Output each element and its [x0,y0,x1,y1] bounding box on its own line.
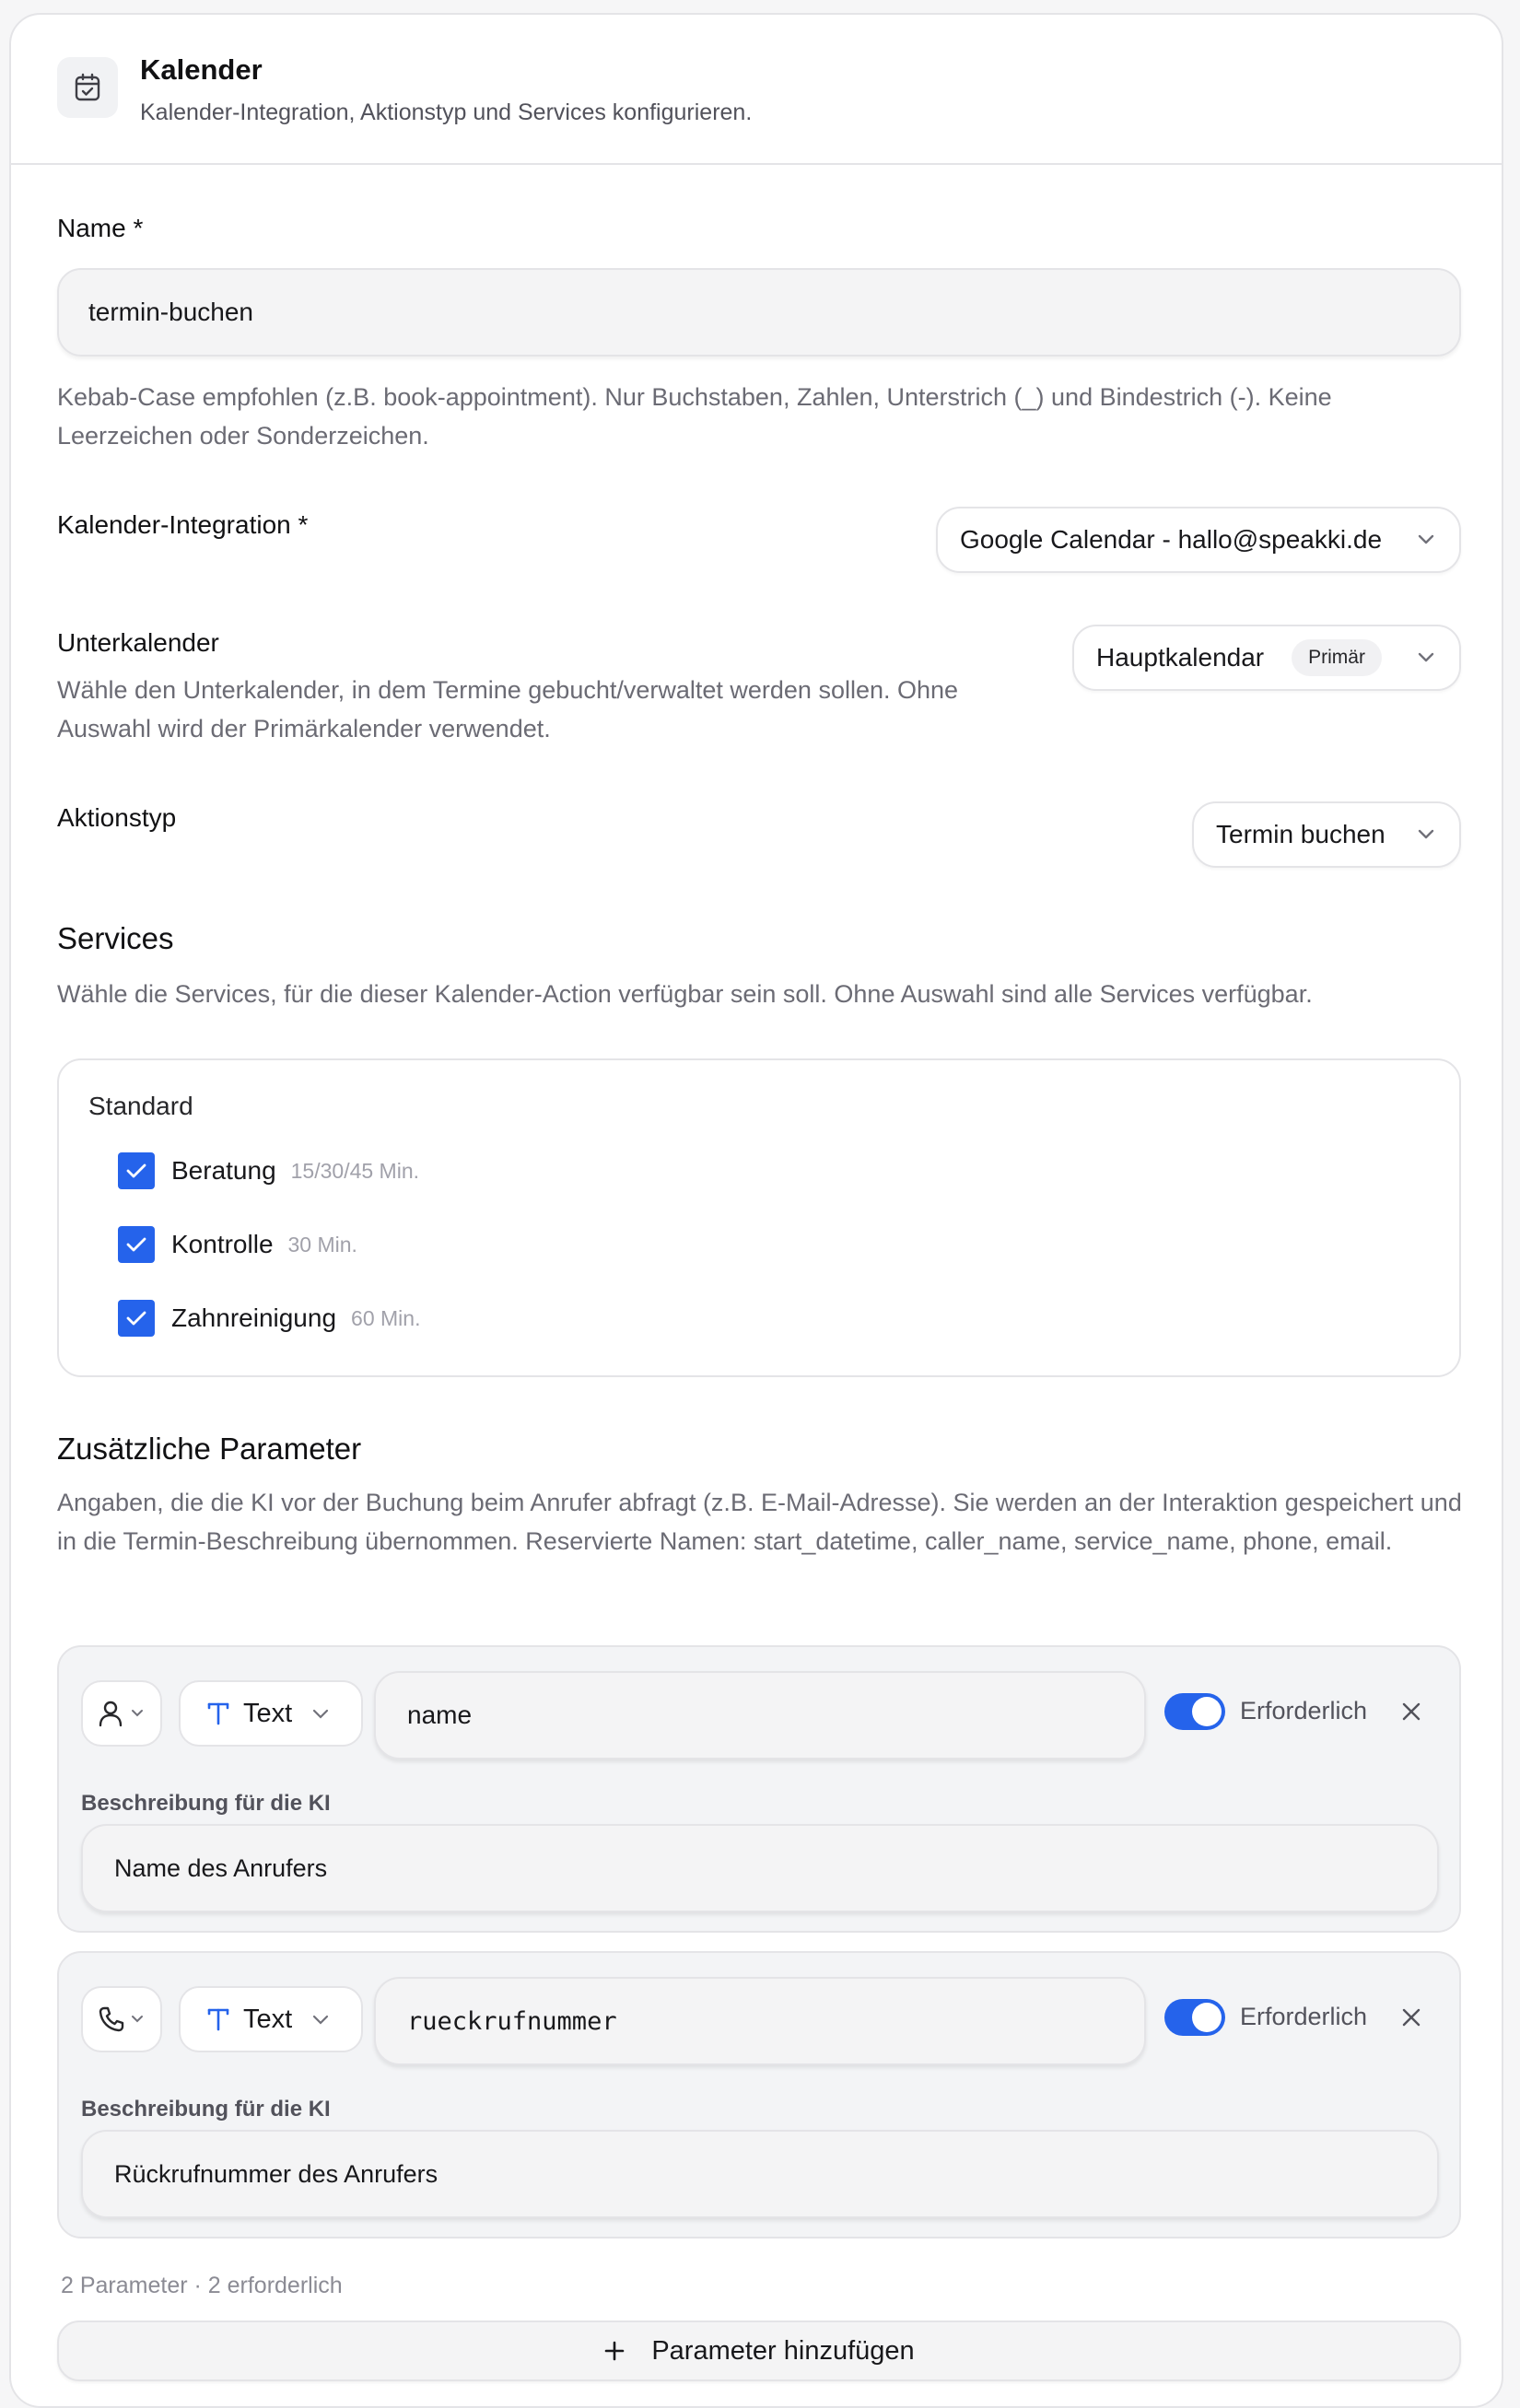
required-toggle[interactable] [1164,1999,1225,2036]
parameter-name-input[interactable]: rueckrufnummer [374,1977,1146,2065]
name-label: Name * [57,214,144,242]
service-item-zahnreinigung[interactable] [118,1300,420,1337]
text-type-icon [206,1701,230,1726]
primary-badge: Primär [1292,639,1382,676]
chevron-down-icon [1417,650,1435,663]
chevron-down-icon [1417,827,1435,840]
parameter-card [57,1951,1461,2239]
user-icon [98,1700,123,1727]
service-label: Zahnreinigung [171,1303,337,1332]
plus-icon [603,2340,626,2362]
checkbox[interactable] [118,1300,155,1337]
parameters-title: Zusätzliche Parameter [57,1432,362,1466]
integration-select[interactable] [936,507,1461,573]
parameter-type-value: Text [243,2004,293,2034]
parameter-type-select[interactable] [179,1680,363,1747]
parameter-type-select[interactable] [179,1986,363,2052]
chevron-down-icon [312,1708,329,1719]
parameter-icon-select[interactable] [81,1680,162,1747]
calendar-settings-card [9,13,1503,2408]
parameter-description-input[interactable]: Rückrufnummer des Anrufers [81,2130,1439,2218]
service-item-beratung[interactable] [118,1152,419,1189]
action-type-select[interactable] [1192,801,1461,868]
chevron-down-icon [1417,532,1435,545]
integration-label: Kalender-Integration * [57,510,309,539]
check-icon [125,1309,147,1327]
service-duration: 60 Min. [351,1305,421,1330]
subcalendar-help-text: Wähle den Unterkalender, in dem Termine gebucht/verwaltet werden sollen. Ohne Auswahl wird der Primärkalender verwendet. [57,676,959,742]
text-type-icon [206,2006,230,2032]
add-parameter-button[interactable] [57,2320,1461,2381]
phone-icon [98,2005,125,2033]
name-input[interactable]: termin-buchen [57,268,1461,357]
close-icon[interactable] [1400,1701,1422,1723]
subcalendar-select[interactable] [1072,625,1461,691]
description-label: Beschreibung für die KI [81,1791,331,1816]
subcalendar-select-value: Hauptkalendar [1096,643,1265,672]
services-list [57,1058,1461,1377]
services-group-label: Standard [88,1092,193,1120]
parameter-name-input[interactable]: name [374,1671,1146,1759]
service-label: Kontrolle [171,1230,274,1258]
action-type-select-value: Termin buchen [1216,820,1386,848]
service-duration: 15/30/45 Min. [290,1158,420,1183]
parameter-description-input[interactable]: Name des Anrufers [81,1824,1439,1912]
required-label: Erforderlich [1240,2003,1368,2030]
checkbox[interactable] [118,1226,155,1263]
add-parameter-label: Parameter hinzufügen [651,2335,915,2366]
checkbox[interactable] [118,1152,155,1189]
calendar-check-icon [57,57,118,118]
services-help-text: Wähle die Services, für die dieser Kalender-Action verfügbar sein soll. Ohne Auswahl sind alle Services verfügbar. [57,980,1313,1008]
service-duration: 30 Min. [287,1232,357,1257]
chevron-down-icon [131,1709,144,1718]
action-type-label: Aktionstyp [57,803,177,832]
name-help-text: Kebab-Case empfohlen (z.B. book-appointment). Nur Buchstaben, Zahlen, Unterstrich (_) und Bindestrich (-). Keine Leerzeichen oder Sonderzeichen. [57,383,1332,450]
chevron-down-icon [312,2014,329,2025]
required-toggle[interactable] [1164,1693,1225,1730]
service-label: Beratung [171,1156,276,1185]
page-subtitle: Kalender-Integration, Aktionstyp und Services konfigurieren. [140,99,753,125]
check-icon [125,1162,147,1180]
integration-select-value: Google Calendar - hallo@speakki.de [960,525,1383,554]
parameter-card [57,1645,1461,1933]
parameter-count: 2 Parameter · 2 erforderlich [61,2273,343,2298]
subcalendar-label: Unterkalender [57,628,219,657]
parameter-icon-select[interactable] [81,1986,162,2052]
page-title: Kalender [140,53,263,86]
service-item-kontrolle[interactable] [118,1226,357,1263]
parameter-type-value: Text [243,1698,293,1728]
description-label: Beschreibung für die KI [81,2097,331,2122]
close-icon[interactable] [1400,2006,1422,2028]
check-icon [125,1235,147,1254]
card-header [11,15,1502,165]
toggle-knob [1192,1697,1222,1726]
services-title: Services [57,921,174,955]
chevron-down-icon [131,2015,144,2024]
required-label: Erforderlich [1240,1697,1368,1724]
toggle-knob [1192,2003,1222,2032]
parameters-help-text: Angaben, die die KI vor der Buchung beim Anrufer abfragt (z.B. E-Mail-Adresse). Sie werden an der Interaktion gespeichert und in die Termin-Beschreibung übernommen. Reservierte Namen: start_datetime, caller_name, service_name, phone, email. [57,1489,1462,1555]
